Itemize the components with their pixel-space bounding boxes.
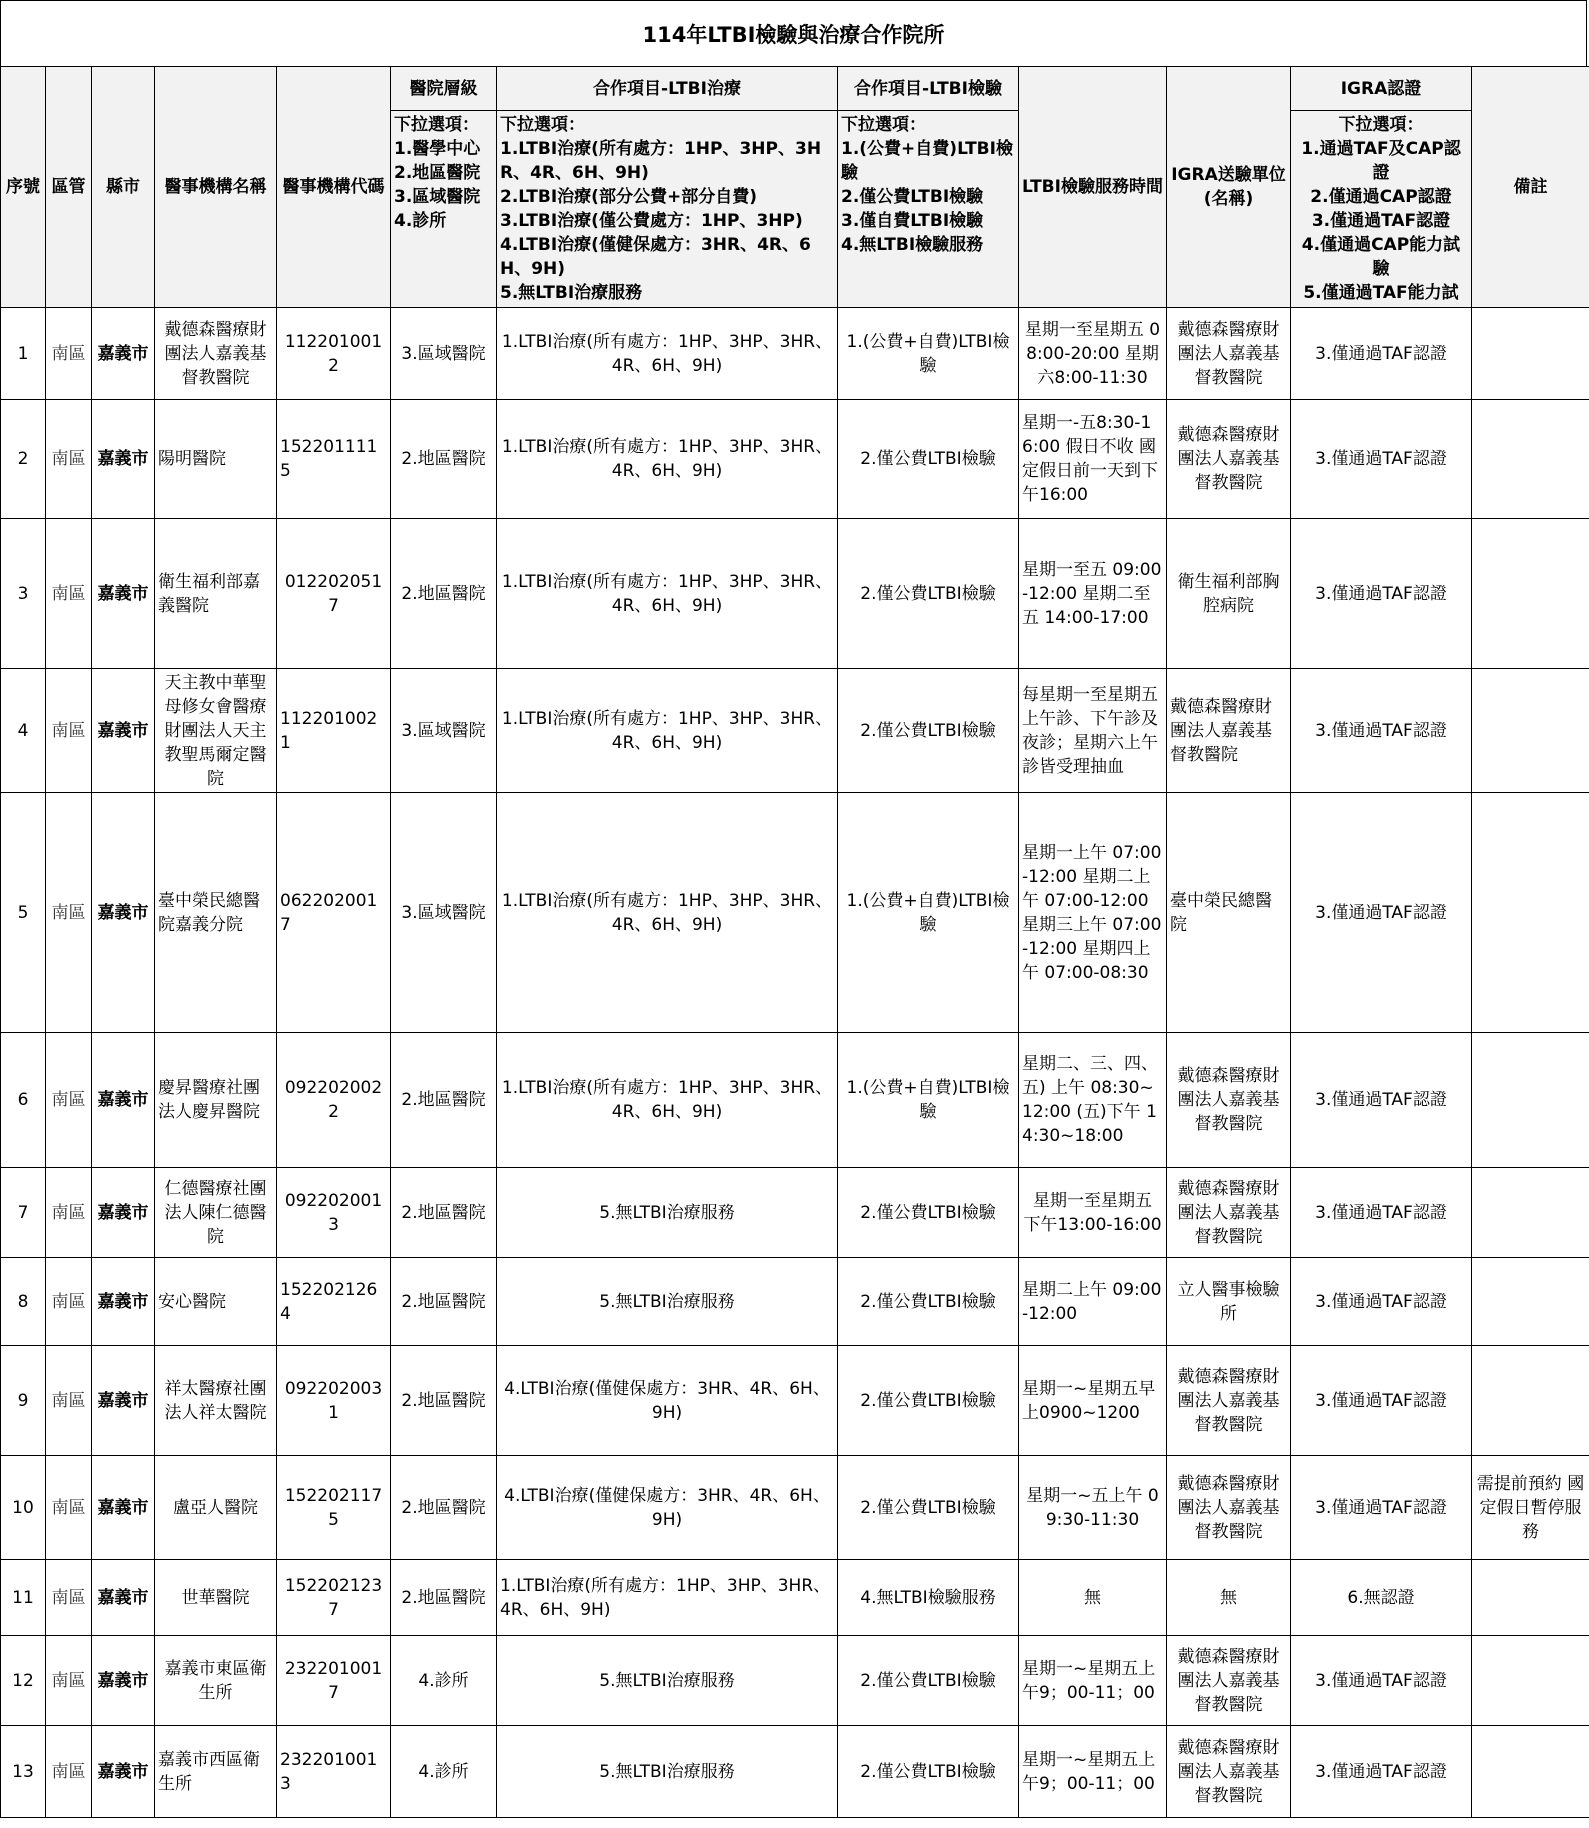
cell-igra-unit[interactable]: 戴德森醫療財團法人嘉義基督教醫院 (1167, 400, 1291, 519)
cell-igra-cert[interactable]: 3.僅通過TAF認證 (1291, 669, 1472, 793)
cell-igra-unit[interactable]: 臺中榮民總醫院 (1167, 793, 1291, 1033)
cell-region[interactable]: 南區 (46, 400, 92, 519)
cell-code[interactable]: 1522011115 (277, 400, 391, 519)
cell-test[interactable]: 1.(公費+自費)LTBI檢驗 (838, 793, 1019, 1033)
cell-name[interactable]: 慶昇醫療社團法人慶昇醫院 (155, 1033, 277, 1168)
cell-note[interactable] (1472, 519, 1589, 669)
cell-level[interactable]: 2.地區醫院 (391, 519, 497, 669)
cell-city[interactable]: 嘉義市 (92, 1168, 155, 1258)
cell-treat[interactable]: 5.無LTBI治療服務 (497, 1636, 838, 1726)
cell-note[interactable] (1472, 1726, 1589, 1818)
table-row (1, 1636, 1589, 1726)
header-hours[interactable]: LTBI檢驗服務時間 (1019, 67, 1167, 308)
cell-name[interactable]: 仁德醫療社團法人陳仁德醫院 (155, 1168, 277, 1258)
header-option: 5.無LTBI治療服務 (500, 283, 643, 303)
cell-code[interactable]: 0922020022 (277, 1033, 391, 1168)
cell-treat[interactable]: 1.LTBI治療(所有處方：1HP、3HP、3HR、4R、6H、9H) (497, 400, 838, 519)
cell-hours[interactable]: 星期二、三、四、五) 上午 08:30~12:00 (五)下午 14:30~18:00 (1019, 1033, 1167, 1168)
cell-igra-unit[interactable]: 戴德森醫療財團法人嘉義基督教醫院 (1167, 669, 1291, 793)
cell-level[interactable]: 2.地區醫院 (391, 1560, 497, 1636)
cell-city[interactable]: 嘉義市 (92, 793, 155, 1033)
header-option: 1.通過TAF及CAP認證 (1301, 139, 1461, 183)
cell-level[interactable]: 2.地區醫院 (391, 1168, 497, 1258)
cell-city[interactable]: 嘉義市 (92, 400, 155, 519)
cell-test[interactable]: 4.無LTBI檢驗服務 (838, 1560, 1019, 1636)
table-row (1, 1560, 1589, 1636)
cell-treat[interactable]: 1.LTBI治療(所有處方：1HP、3HP、3HR、4R、6H、9H) (497, 308, 838, 400)
table-row (1, 1168, 1589, 1258)
cell-name[interactable]: 戴德森醫療財團法人嘉義基督教醫院 (155, 308, 277, 400)
header-row-top (1, 67, 1589, 111)
header-option: 下拉選項： (841, 115, 926, 135)
header-treat[interactable]: 合作項目-LTBI治療 (497, 67, 838, 111)
cell-region[interactable]: 南區 (46, 1726, 92, 1818)
header-level-options[interactable] (391, 111, 497, 308)
cell-hours[interactable]: 星期二上午 09:00-12:00 (1019, 1258, 1167, 1346)
cell-test[interactable]: 2.僅公費LTBI檢驗 (838, 400, 1019, 519)
header-city[interactable]: 縣市 (92, 67, 155, 308)
cell-region[interactable]: 南區 (46, 1456, 92, 1560)
cell-seq[interactable]: 7 (1, 1168, 46, 1258)
cell-hours[interactable]: 星期一-五8:30-16:00 假日不收 國定假日前一天到下午16:00 (1019, 400, 1167, 519)
cell-level[interactable]: 2.地區醫院 (391, 1456, 497, 1560)
cell-test[interactable]: 1.(公費+自費)LTBI檢驗 (838, 308, 1019, 400)
header-option: 5.僅通過TAF能力試 (1303, 283, 1459, 303)
cell-code[interactable]: 0622020017 (277, 793, 391, 1033)
header-igra-cert[interactable]: IGRA認證 (1291, 67, 1472, 111)
cell-level[interactable]: 3.區域醫院 (391, 793, 497, 1033)
header-option: 4.無LTBI檢驗服務 (841, 235, 984, 255)
cell-region[interactable]: 南區 (46, 1168, 92, 1258)
cell-name[interactable]: 嘉義市東區衛生所 (155, 1636, 277, 1726)
cell-region[interactable]: 南區 (46, 1033, 92, 1168)
table-row (1, 669, 1589, 793)
cell-igra-cert[interactable]: 3.僅通過TAF認證 (1291, 1346, 1472, 1456)
cell-treat[interactable]: 4.LTBI治療(僅健保處方：3HR、4R、6H、9H) (497, 1346, 838, 1456)
cell-level[interactable]: 2.地區醫院 (391, 1258, 497, 1346)
cell-igra-cert[interactable]: 3.僅通過TAF認證 (1291, 1726, 1472, 1818)
cell-note[interactable] (1472, 1168, 1589, 1258)
cell-region[interactable]: 南區 (46, 1346, 92, 1456)
header-igra-cert-options[interactable] (1291, 111, 1472, 308)
table-row (1, 519, 1589, 669)
cell-city[interactable]: 嘉義市 (92, 1346, 155, 1456)
cell-test[interactable]: 1.(公費+自費)LTBI檢驗 (838, 1033, 1019, 1168)
cell-hours[interactable]: 星期一上午 07:00-12:00 星期二上午 07:00-12:00 星期三上午 07:00-12:00 星期四上午 07:00-08:30 (1019, 793, 1167, 1033)
cell-region[interactable]: 南區 (46, 1560, 92, 1636)
cell-treat[interactable]: 1.LTBI治療(所有處方：1HP、3HP、3HR、4R、6H、9H) (497, 1033, 838, 1168)
cell-seq[interactable]: 11 (1, 1560, 46, 1636)
cell-name[interactable]: 天主教中華聖母修女會醫療財團法人天主教聖馬爾定醫院 (155, 669, 277, 793)
cell-igra-unit[interactable]: 戴德森醫療財團法人嘉義基督教醫院 (1167, 308, 1291, 400)
table-row (1, 308, 1589, 400)
cell-code[interactable]: 0122020517 (277, 519, 391, 669)
cell-city[interactable]: 嘉義市 (92, 1456, 155, 1560)
header-option: 1.醫學中心 (394, 139, 481, 159)
cell-igra-cert[interactable]: 3.僅通過TAF認證 (1291, 793, 1472, 1033)
cell-igra-cert[interactable]: 3.僅通過TAF認證 (1291, 1456, 1472, 1560)
header-option: 1.(公費+自費)LTBI檢驗 (841, 139, 1013, 183)
header-option: 2.僅公費LTBI檢驗 (841, 187, 984, 207)
cell-city[interactable]: 嘉義市 (92, 519, 155, 669)
cell-city[interactable]: 嘉義市 (92, 669, 155, 793)
cell-igra-cert[interactable]: 3.僅通過TAF認證 (1291, 1636, 1472, 1726)
cell-seq[interactable]: 8 (1, 1258, 46, 1346)
header-option: 2.僅通過CAP認證 (1310, 187, 1452, 207)
cell-code[interactable]: 1122010012 (277, 308, 391, 400)
header-option: 3.LTBI治療(僅公費處方：1HP、3HP) (500, 211, 803, 231)
cell-seq[interactable]: 5 (1, 793, 46, 1033)
cell-region[interactable]: 南區 (46, 793, 92, 1033)
cell-test[interactable]: 2.僅公費LTBI檢驗 (838, 1456, 1019, 1560)
cell-hours[interactable]: 星期一~星期五上午9；00-11；00 (1019, 1726, 1167, 1818)
header-option: 3.區域醫院 (394, 187, 481, 207)
cell-level[interactable]: 2.地區醫院 (391, 400, 497, 519)
cell-note[interactable] (1472, 669, 1589, 793)
header-option: 2.LTBI治療(部分公費+部分自費) (500, 187, 757, 207)
table-row (1, 1258, 1589, 1346)
cell-seq[interactable]: 6 (1, 1033, 46, 1168)
cell-treat[interactable]: 1.LTBI治療(所有處方：1HP、3HP、3HR、4R、6H、9H) (497, 1560, 838, 1636)
cell-code[interactable]: 2322010013 (277, 1726, 391, 1818)
cell-note[interactable] (1472, 1033, 1589, 1168)
cell-note[interactable] (1472, 308, 1589, 400)
header-option: 1.LTBI治療(所有處方：1HP、3HP、3HR、4R、6H、9H) (500, 139, 822, 183)
cell-note[interactable] (1472, 793, 1589, 1033)
header-region[interactable]: 區管 (46, 67, 92, 308)
cell-name[interactable]: 嘉義市西區衛生所 (155, 1726, 277, 1818)
cell-level[interactable]: 2.地區醫院 (391, 1033, 497, 1168)
cell-level[interactable]: 4.診所 (391, 1726, 497, 1818)
cell-igra-unit[interactable]: 無 (1167, 1560, 1291, 1636)
table-body (1, 308, 1589, 1818)
cell-city[interactable]: 嘉義市 (92, 1636, 155, 1726)
cell-code[interactable]: 2322010017 (277, 1636, 391, 1726)
cell-note[interactable] (1472, 1258, 1589, 1346)
cell-city[interactable]: 嘉義市 (92, 1033, 155, 1168)
cell-igra-cert[interactable]: 3.僅通過TAF認證 (1291, 1258, 1472, 1346)
cell-hours[interactable]: 星期一至星期五 08:00-20:00 星期六8:00-11:30 (1019, 308, 1167, 400)
cell-code[interactable]: 1522021237 (277, 1560, 391, 1636)
cell-city[interactable]: 嘉義市 (92, 308, 155, 400)
cell-name[interactable]: 安心醫院 (155, 1258, 277, 1346)
hospital-table (0, 66, 1589, 1818)
cell-seq[interactable]: 3 (1, 519, 46, 669)
cell-seq[interactable]: 2 (1, 400, 46, 519)
header-option: 下拉選項： (500, 115, 585, 135)
header-seq[interactable]: 序號 (1, 67, 46, 308)
cell-name[interactable]: 陽明醫院 (155, 400, 277, 519)
cell-igra-unit[interactable]: 衛生福利部胸腔病院 (1167, 519, 1291, 669)
cell-igra-unit[interactable]: 戴德森醫療財團法人嘉義基督教醫院 (1167, 1346, 1291, 1456)
table-row (1, 793, 1589, 1033)
header-test-options[interactable] (838, 111, 1019, 308)
cell-seq[interactable]: 12 (1, 1636, 46, 1726)
cell-test[interactable]: 2.僅公費LTBI檢驗 (838, 1258, 1019, 1346)
cell-code[interactable]: 1522021175 (277, 1456, 391, 1560)
cell-code[interactable]: 0922020031 (277, 1346, 391, 1456)
cell-test[interactable]: 2.僅公費LTBI檢驗 (838, 1346, 1019, 1456)
cell-name[interactable]: 衛生福利部嘉義醫院 (155, 519, 277, 669)
cell-name[interactable]: 臺中榮民總醫院嘉義分院 (155, 793, 277, 1033)
table-row (1, 1726, 1589, 1818)
header-option: 2.地區醫院 (394, 163, 481, 183)
cell-note[interactable] (1472, 400, 1589, 519)
cell-city[interactable]: 嘉義市 (92, 1258, 155, 1346)
cell-igra-unit[interactable]: 戴德森醫療財團法人嘉義基督教醫院 (1167, 1168, 1291, 1258)
header-option: 下拉選項： (394, 115, 479, 135)
cell-igra-cert[interactable]: 3.僅通過TAF認證 (1291, 1033, 1472, 1168)
cell-igra-cert[interactable]: 3.僅通過TAF認證 (1291, 400, 1472, 519)
cell-treat[interactable]: 5.無LTBI治療服務 (497, 1168, 838, 1258)
cell-name[interactable]: 祥太醫療社團法人祥太醫院 (155, 1346, 277, 1456)
header-option: 3.僅通過TAF認證 (1311, 211, 1451, 231)
header-test[interactable]: 合作項目-LTBI檢驗 (838, 67, 1019, 111)
cell-city[interactable]: 嘉義市 (92, 1560, 155, 1636)
cell-igra-cert[interactable]: 3.僅通過TAF認證 (1291, 1168, 1472, 1258)
cell-treat[interactable]: 1.LTBI治療(所有處方：1HP、3HP、3HR、4R、6H、9H) (497, 519, 838, 669)
cell-hours[interactable]: 每星期一至星期五上午診、下午診及夜診；星期六上午診皆受理抽血 (1019, 669, 1167, 793)
cell-test[interactable]: 2.僅公費LTBI檢驗 (838, 669, 1019, 793)
cell-region[interactable]: 南區 (46, 669, 92, 793)
cell-seq[interactable]: 9 (1, 1346, 46, 1456)
cell-igra-unit[interactable]: 立人醫事檢驗所 (1167, 1258, 1291, 1346)
cell-region[interactable]: 南區 (46, 1258, 92, 1346)
cell-treat[interactable]: 5.無LTBI治療服務 (497, 1258, 838, 1346)
cell-hours[interactable]: 星期一~星期五上午9；00-11；00 (1019, 1636, 1167, 1726)
header-option: 下拉選項： (1338, 115, 1424, 135)
header-option: 4.僅通過CAP能力試驗 (1301, 235, 1461, 279)
header-code[interactable]: 醫事機構代碼 (277, 67, 391, 308)
table-row (1, 400, 1589, 519)
cell-name[interactable]: 世華醫院 (155, 1560, 277, 1636)
cell-seq[interactable]: 10 (1, 1456, 46, 1560)
cell-level[interactable]: 2.地區醫院 (391, 1346, 497, 1456)
cell-region[interactable]: 南區 (46, 519, 92, 669)
cell-test[interactable]: 2.僅公費LTBI檢驗 (838, 1636, 1019, 1726)
cell-seq[interactable]: 1 (1, 308, 46, 400)
cell-treat[interactable]: 1.LTBI治療(所有處方：1HP、3HP、3HR、4R、6H、9H) (497, 793, 838, 1033)
cell-igra-cert[interactable]: 3.僅通過TAF認證 (1291, 519, 1472, 669)
cell-note[interactable] (1472, 1636, 1589, 1726)
cell-city[interactable]: 嘉義市 (92, 1726, 155, 1818)
cell-igra-unit[interactable]: 戴德森醫療財團法人嘉義基督教醫院 (1167, 1456, 1291, 1560)
cell-hours[interactable]: 星期一~星期五早上0900~1200 (1019, 1346, 1167, 1456)
cell-hours[interactable]: 星期一~五上午 09:30-11:30 (1019, 1456, 1167, 1560)
cell-treat[interactable]: 1.LTBI治療(所有處方：1HP、3HP、3HR、4R、6H、9H) (497, 669, 838, 793)
cell-treat[interactable]: 5.無LTBI治療服務 (497, 1726, 838, 1818)
cell-seq[interactable]: 4 (1, 669, 46, 793)
cell-note[interactable] (1472, 1560, 1589, 1636)
cell-level[interactable]: 3.區域醫院 (391, 669, 497, 793)
header-treat-options[interactable] (497, 111, 838, 308)
table-row (1, 1346, 1589, 1456)
cell-test[interactable]: 2.僅公費LTBI檢驗 (838, 1726, 1019, 1818)
header-igra-unit[interactable]: IGRA送驗單位(名稱) (1167, 67, 1291, 308)
cell-region[interactable]: 南區 (46, 308, 92, 400)
header-level[interactable]: 醫院層級 (391, 67, 497, 111)
cell-treat[interactable]: 4.LTBI治療(僅健保處方：3HR、4R、6H、9H) (497, 1456, 838, 1560)
cell-code[interactable]: 1522021264 (277, 1258, 391, 1346)
cell-igra-unit[interactable]: 戴德森醫療財團法人嘉義基督教醫院 (1167, 1033, 1291, 1168)
header-option: 4.LTBI治療(僅健保處方：3HR、4R、6H、9H) (500, 235, 811, 279)
header-note[interactable]: 備註 (1472, 67, 1589, 308)
table-row (1, 1033, 1589, 1168)
cell-igra-unit[interactable]: 戴德森醫療財團法人嘉義基督教醫院 (1167, 1726, 1291, 1818)
cell-note[interactable]: 需提前預約 國定假日暫停服務 (1472, 1456, 1589, 1560)
cell-igra-cert[interactable]: 6.無認證 (1291, 1560, 1472, 1636)
header-option: 3.僅自費LTBI檢驗 (841, 211, 984, 231)
cell-test[interactable]: 2.僅公費LTBI檢驗 (838, 519, 1019, 669)
cell-igra-cert[interactable]: 3.僅通過TAF認證 (1291, 308, 1472, 400)
cell-hours[interactable]: 星期一至五 09:00-12:00 星期二至五 14:00-17:00 (1019, 519, 1167, 669)
sheet-title: 114年LTBI檢驗與治療合作院所 (0, 0, 1587, 66)
cell-code[interactable]: 0922020013 (277, 1168, 391, 1258)
cell-note[interactable] (1472, 1346, 1589, 1456)
cell-seq[interactable]: 13 (1, 1726, 46, 1818)
cell-level[interactable]: 4.診所 (391, 1636, 497, 1726)
header-option: 4.診所 (394, 211, 447, 231)
table-row (1, 1456, 1589, 1560)
cell-region[interactable]: 南區 (46, 1636, 92, 1726)
cell-level[interactable]: 3.區域醫院 (391, 308, 497, 400)
cell-igra-unit[interactable]: 戴德森醫療財團法人嘉義基督教醫院 (1167, 1636, 1291, 1726)
cell-test[interactable]: 2.僅公費LTBI檢驗 (838, 1168, 1019, 1258)
cell-code[interactable]: 1122010021 (277, 669, 391, 793)
cell-hours[interactable]: 無 (1019, 1560, 1167, 1636)
cell-hours[interactable]: 星期一至星期五 下午13:00-16:00 (1019, 1168, 1167, 1258)
cell-name[interactable]: 盧亞人醫院 (155, 1456, 277, 1560)
header-name[interactable]: 醫事機構名稱 (155, 67, 277, 308)
